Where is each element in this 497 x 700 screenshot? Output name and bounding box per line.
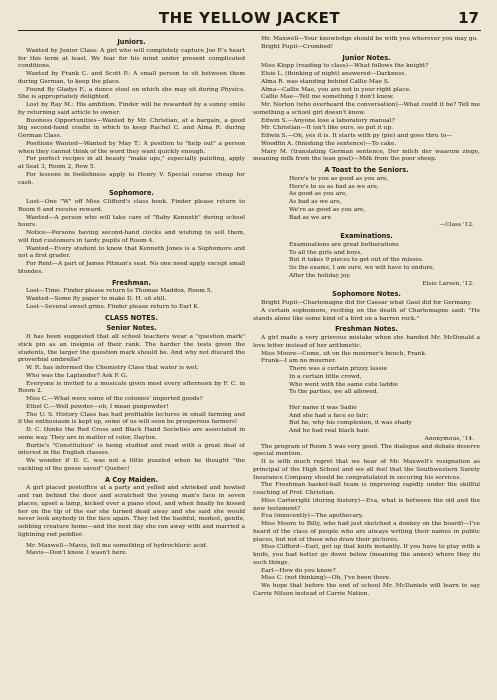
note-paragraph: Found By Gladys F., a dunce stool on which she may sit during Physics. She is appropriately delighted. — [18, 86, 245, 101]
verse-line: As bad as we are, — [289, 199, 342, 205]
verse-line: And she had a face so fair; — [289, 412, 369, 419]
note-paragraph: Ethel C.—Well powder—oh, I mean gunpowder! — [26, 403, 169, 410]
section-heading-class-notes: CLASS NOTES. — [104, 313, 159, 322]
intro-notes — [253, 36, 480, 52]
note-paragraph: Edwin S.—Anyone lose a laboratory manual? — [261, 117, 395, 124]
note-paragraph: Miss Klopp (reading to class)—What follows the knight? — [261, 63, 429, 70]
note-paragraph: Woodfin A. (finishing the sentence)—To cake. — [261, 140, 397, 147]
verse-line: Who went with the same cute laddie — [289, 381, 398, 388]
verse-line: To the parties, we all allowed. — [289, 389, 379, 396]
toast-signature: —Class '12. — [439, 222, 474, 229]
verse-line: Here's to us as bad as we are, — [289, 183, 379, 190]
verse-line: There was a certain prizzy lassie — [289, 366, 387, 372]
note-paragraph: W. R. has informed the Chemistry Class that water is wet. — [26, 365, 199, 371]
note-paragraph: Mary M. (translating German sentence, Der milch der waarum ziege, meaning milk from the lean goat)—Milk from the poor sheep. — [253, 148, 480, 163]
verse-line: Bad as we are — [289, 214, 332, 221]
note-paragraph: Who was the Laplander? Ask P. G. — [26, 372, 128, 379]
note-paragraph: The program of Room 5 was very good. The dialogue and debate deserve special mention. — [253, 443, 480, 458]
note-paragraph: Miss Cartwright (during history)—Eva, what is between the old and the new testament? — [253, 497, 480, 512]
examinations-poem — [253, 242, 480, 281]
section-heading-freshman-notes: Freshman Notes. — [335, 325, 398, 334]
note-paragraph: Earl—How do you know? — [261, 567, 336, 574]
freshman-poem — [253, 366, 480, 436]
verse-line: We're as good as you are, — [289, 206, 366, 213]
note-paragraph: Wanted—Some fly paper to make D. H. sit still. — [26, 296, 167, 302]
note-paragraph: Edwin S.—Oh, yes it is. It starts with py (pie) and goes thru to— — [261, 133, 453, 139]
note-paragraph: A girl placed postoffice at a party and yelled and shrieked and howled and ran behind the door and scratched the young man's face in seven places, upset a lamp, kicked over a piano stool, and when finally he kissed her on the tip of the ear she turned dead away and she said she would never look anybody in the face again. They led the bashful, modest, gentle, sobbing creature home—and the next day she ran away with and married a lightning rod peddler. — [18, 485, 245, 538]
note-paragraph: Wanted by Frank C. and Scott P.: A small person to sit between them during German, to keep the place. — [18, 71, 245, 85]
publication-title: THE YELLOW JACKET — [158, 9, 341, 27]
note-paragraph: It is with much regret that we hear of Mr. Maxwell's resignation as principal of the High School and we all feel that the Southwestern Surety Insurance Company should be congratulated in securing his services. — [253, 459, 480, 481]
closing-notes — [253, 444, 480, 599]
section-heading-toast: A Toast to the Seniors. — [324, 166, 409, 174]
sophomore-notes-right — [253, 300, 480, 323]
left-column — [18, 36, 245, 599]
verse-line: To all the girls and boys, — [289, 249, 363, 256]
note-paragraph: It has been suggested that all school teachers wear a "question mark" stick pin as an insignia of their rank. The harder the tests given the students, the larger the question mark should be. And why not discard the proverbial umbrella? — [18, 334, 245, 364]
note-paragraph: Wanted by Junior Class: A girl who will completely capture Joe P.'s heart for this term at least. We fear for his mind under present complicated conditions. — [18, 47, 245, 70]
examinations-signature: Elsie Larsen, '12. — [422, 280, 474, 287]
note-paragraph: For Rent—A part of James Pitman's seat. No one need apply except small blondes. — [18, 261, 245, 275]
section-heading-juniors: Juniors. — [117, 38, 146, 46]
section-heading-sophomore: Sophomore. — [109, 189, 154, 198]
story-text — [18, 485, 245, 539]
verse-line: So the exams, I am sure, we will have to endure, — [289, 265, 435, 271]
note-paragraph: Mavis—Don't know. I wasn't here. — [26, 550, 128, 557]
note-paragraph: Bright Pupil—Crumbed! — [261, 43, 334, 50]
note-paragraph: Wanted—Every student to know that Kenneth Jones is a Sophomore and not a first grader. — [18, 245, 245, 260]
note-paragraph: Miss Moore—Come, sit on the mourner's bench, Frank. — [261, 350, 427, 357]
note-paragraph: Mr. Maxwell—Mavis, tell me something of hydrochloric acid. — [26, 542, 208, 549]
right-column — [253, 36, 480, 599]
senior-notes — [18, 334, 245, 474]
verse-line: But it takes 9 pieces to get out of the misses. — [289, 257, 424, 264]
note-paragraph: Alma—Callie Mae, you are not in your right place. — [261, 86, 411, 93]
note-paragraph: Frank—I am no mourner. — [261, 358, 337, 365]
note-paragraph: Everyone is invited to a musicale given most every afternoon by F. C. in Room 2. — [18, 380, 245, 395]
verse-line: As good as you are, — [289, 191, 348, 198]
note-paragraph: Elsie L. (thinking of night) answered—Darkness. — [261, 71, 407, 77]
note-paragraph: Positions Wanted—Wanted by May T.: A position to "help out" a person when they cannot think of the word they want quickly enough. — [18, 140, 245, 155]
verse-line: And he had real black hair. — [289, 428, 370, 434]
note-paragraph: Business Opportunities—Wanted by Mr. Christian, at a bargain, a good big second-hand cradle in which to keep Rachel C. and Alma R. during German Class. — [18, 117, 245, 139]
story-title: A Coy Maiden. — [104, 475, 159, 484]
section-heading-examinations: Examinations. — [340, 232, 393, 240]
note-paragraph: Callie Mae—Tell me something I don't know. — [261, 94, 394, 101]
note-paragraph: The Freshman basket-ball team is improving rapidly under the skillful coaching of Prof. Christian. — [253, 482, 480, 496]
note-paragraph: Mr. Christian—It isn't like ours, so put it up. — [261, 125, 393, 132]
note-paragraph: We wonder if D. C. was not a little puzzled when he thought "the cackling of the geese saved" Quebec! — [18, 458, 245, 472]
verse-line: Here's to you as good as you are, — [289, 175, 389, 182]
section-heading-junior-notes: Junior Notes. — [342, 53, 391, 62]
page-number: 17 — [458, 9, 479, 27]
note-paragraph: Lost by Ray M.: His ambition. Finder will be rewarded by a sunny smile by returning said article to owner. — [18, 102, 245, 116]
note-paragraph: The U. S. History Class has had profitable lectures in small farming and if the enthusiasm is kept up, some of us will soon be prosperous farmers! — [18, 411, 245, 426]
note-paragraph: Mr. Maxwell—Your knowledge should be with you wherever you may go. — [261, 36, 478, 42]
note-paragraph: D. C. thinks the Red Cross and Black Hand Societies are associated in some way. They are in matter of color, Dayton. — [18, 427, 245, 441]
note-paragraph: Alma R. was standing behind Callie Mae S. — [261, 78, 390, 85]
note-paragraph: Lost—One "W" off Miss Clifford's class book. Finder please return to Room 6 and receive reward. — [18, 199, 245, 213]
note-paragraph: Notice—Persons having second-hand clocks and wishing to sell them, will find customers in tardy pupils of Room 4. — [18, 230, 245, 244]
section-heading-senior: Senior Notes. — [106, 324, 157, 333]
note-paragraph: For perfect recipes in all beauty "make ups," especially painting, apply at Seat 3, Room 2, Row 5. — [18, 156, 245, 170]
note-paragraph: Miss Clifford—Earl, get up that knife instantly. If you have to play with a knife, you had better go down below (meaning the annex) where they do such things. — [253, 544, 480, 566]
note-paragraph: Lost—Time. Finder please return to Thomas Maddox, Room 5. — [26, 288, 213, 295]
verse-line — [253, 397, 480, 405]
freshman-notes-right — [253, 335, 480, 366]
note-paragraph: Lost—Several sweet grins. Finder please return to Earl K. — [26, 303, 200, 310]
note-paragraph: Burtie's "Constitution" is being studied and read with a great deal of interest in the English classes. — [18, 442, 245, 457]
toast-poem — [253, 176, 480, 223]
verse-line: Her name it was Sadie — [289, 404, 357, 411]
section-heading-sophomore-notes: Sophomore Notes. — [332, 290, 401, 299]
note-paragraph: Miss C. (not thinking)—Oh, I've been there. — [261, 575, 392, 582]
page-header — [18, 8, 481, 31]
note-paragraph: We hope that before the end of school Mr. McDaniels will learn to say Carrie Nilson instead of Carrie Nation. — [253, 583, 480, 597]
note-paragraph: For lessons in foolishness apply to Henry V. Special course cheap for cash. — [18, 171, 245, 186]
note-paragraph: Wanted—A person who will take care of "Baby Kenneth" during school hours. — [18, 214, 245, 229]
juniors-notes — [18, 48, 245, 188]
note-paragraph: Eva (innocently)—The apothecary. — [261, 513, 364, 520]
note-paragraph: Miss C.—What were some of the colonies' imported goods? — [26, 396, 203, 402]
verse-line: In a certain little crowd, — [289, 373, 362, 380]
poem-signature: Anonymous, '14. — [424, 435, 474, 442]
freshman-notes — [18, 288, 245, 311]
note-paragraph: Mr. Norton (who overheard the conversation)—What could it be? Tell me something a school girl doesn't know. — [253, 102, 480, 116]
dialogue-notes — [18, 543, 245, 559]
note-paragraph: A certain sophomore, reciting on the death of Charlemagne said: "He stands alone like some kind of a bird on a barren rock." — [253, 307, 480, 322]
verse-line: But he, why his complexion, it was shady — [289, 420, 412, 427]
section-heading-freshman: Freshman. — [112, 278, 151, 287]
sophomore-notes — [18, 199, 245, 277]
verse-line: Examinations are great botherations — [289, 241, 399, 248]
junior-notes — [253, 63, 480, 164]
note-paragraph: A girl made a very grievous mistake when she handed Mr. McDonald a love letter instead of her arithmetic. — [253, 335, 480, 349]
note-paragraph: Miss Moore to Billy, who had just sketched a donkey on the board)—I've heard of the class of people who are always writing their names in public places, but not of those who draw their pictures. — [253, 521, 480, 543]
verse-line: After the holiday joy. — [289, 272, 351, 279]
note-paragraph: Bright Pupil—Charlemagne did for Caesar what Gaul did for Germany. — [261, 300, 472, 306]
